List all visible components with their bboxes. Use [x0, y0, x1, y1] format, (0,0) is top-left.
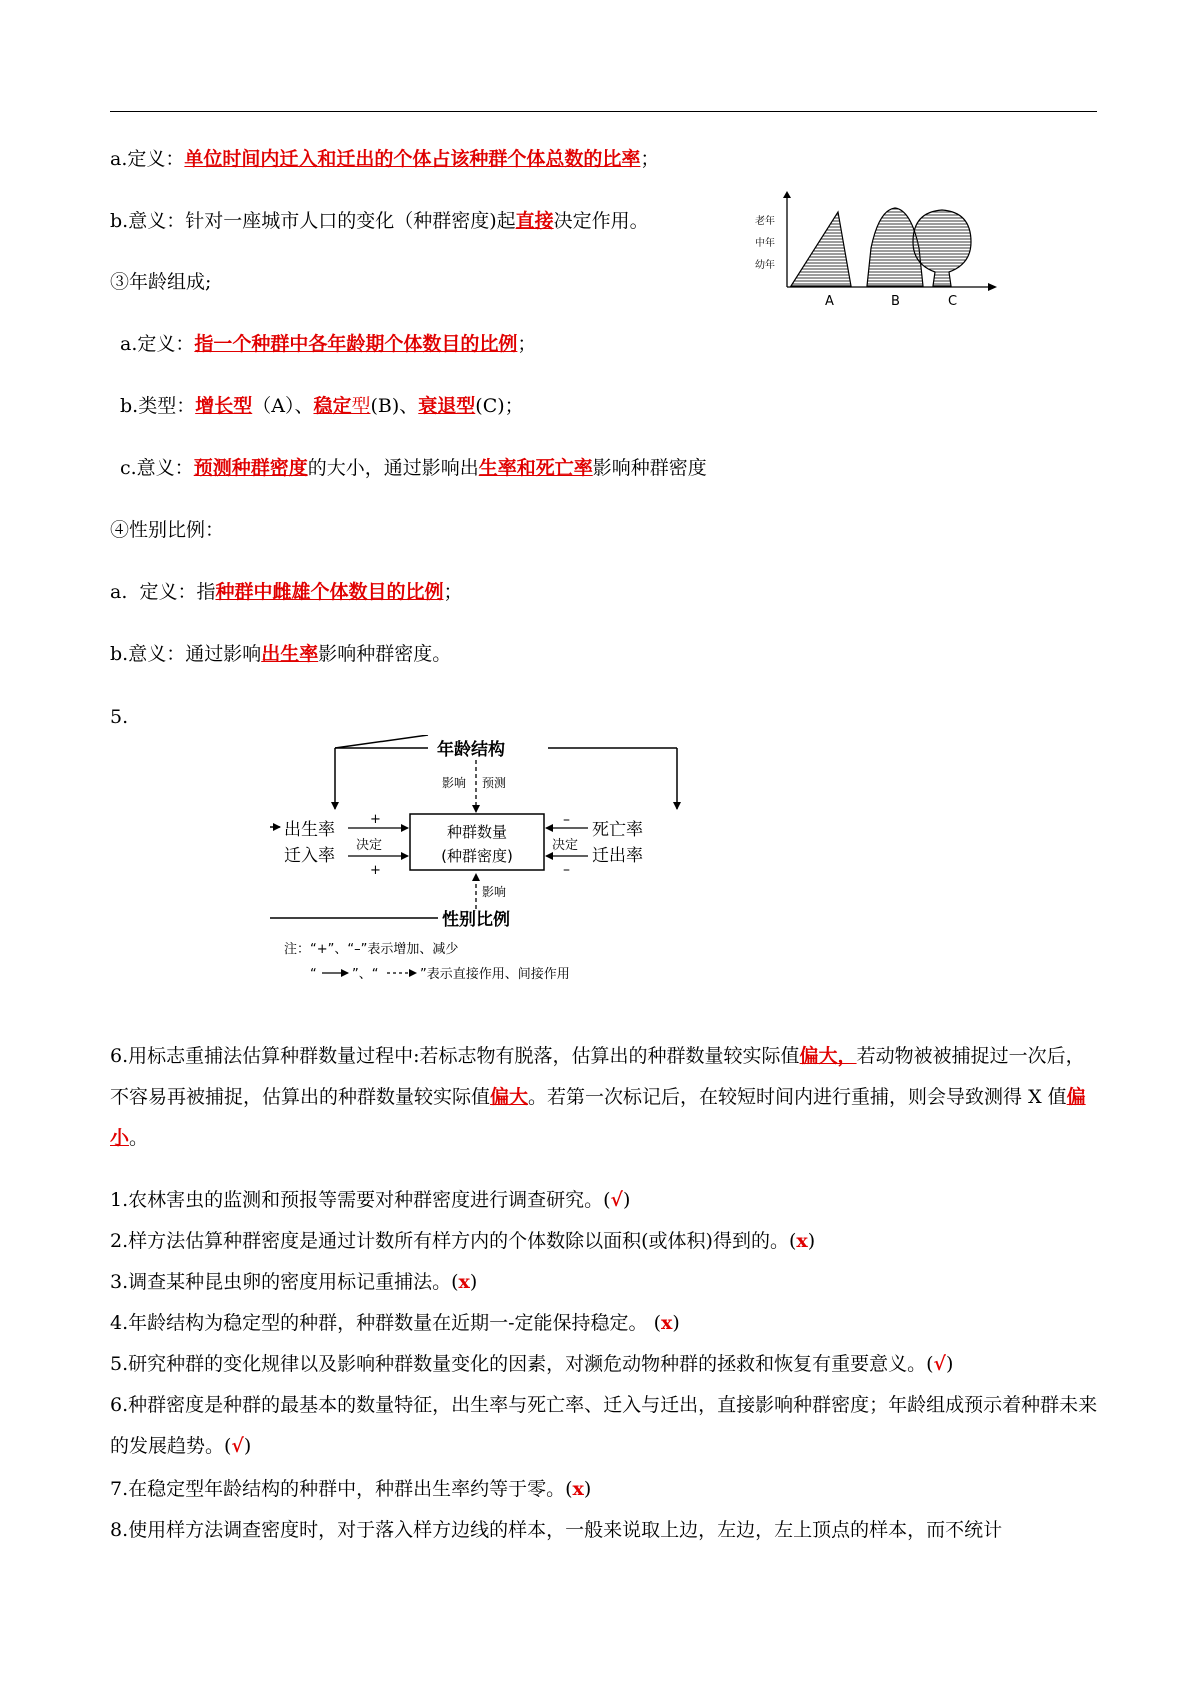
judgment-mark: x	[458, 1271, 470, 1293]
answer-key: 偏小	[110, 1086, 1086, 1149]
connector	[335, 735, 428, 748]
judgment-text: 3.调查某种昆虫卵的密度用标记重捕法。(	[110, 1271, 459, 1293]
influence-bottom-label: 影响	[482, 885, 507, 899]
sex-ratio-label: 性别比例	[442, 910, 510, 930]
note-quote-close: ”表示直接作用、间接作用	[420, 967, 570, 982]
judgment-end: )	[243, 1435, 252, 1457]
text: 6.用标志重捕法估算种群数量过程中:若标志物有脱落，估算出的种群数量较实际值	[110, 1045, 800, 1067]
age-types	[120, 392, 524, 420]
answer-key: 预测种群密度	[193, 457, 308, 479]
label: b.类型：	[120, 395, 196, 417]
text: 影响种群密度	[592, 457, 707, 479]
x-label-a: A	[825, 294, 834, 309]
text: 。若第一次标记后，在较短时间内进行重捕，则会导致测得 X 值	[528, 1086, 1067, 1108]
immigration-rate-label: 迁入率	[284, 846, 335, 866]
judgment-mark: √	[610, 1189, 624, 1211]
y-label-young: 幼年	[755, 260, 775, 271]
punct: ；	[517, 333, 537, 355]
judgment-mark: x	[796, 1230, 808, 1252]
decide-left: 决定	[356, 838, 383, 853]
sex-ratio-significance	[110, 640, 451, 668]
text: 影响种群密度。	[318, 643, 452, 665]
text: （A）、	[252, 395, 314, 417]
influence-label: 影响	[442, 776, 467, 790]
judgment-item	[110, 1475, 591, 1503]
center-line2: (种群密度)	[441, 847, 513, 865]
sex-ratio-definition	[110, 578, 462, 606]
judgment-item	[110, 1227, 815, 1255]
answer-key: 偏大，	[799, 1045, 857, 1067]
judgment-item	[110, 1350, 953, 1378]
answer-key: 偏大	[490, 1086, 529, 1108]
judgment-text: 5.研究种群的变化规律以及影响种群数量变化的因素，对濒危动物种群的拯救和恢复有重要意义。(	[110, 1353, 934, 1375]
text: 若动物被被捕捉过一次后，不容易再被捕捉，估算出的种群数量较实际值	[110, 1045, 1085, 1108]
answer-key: 种群中雌雄个体数目的比例	[215, 581, 444, 603]
y-label-middle: 中年	[755, 238, 775, 249]
age-pyramid-figure	[755, 190, 1005, 310]
judgment-item	[110, 1186, 630, 1214]
judgment-end: )	[469, 1271, 478, 1293]
x-label-c: C	[948, 294, 958, 309]
judgment-item	[110, 1385, 1100, 1467]
judgment-end: )	[807, 1230, 816, 1252]
x-axis-arrow-icon	[988, 283, 997, 291]
plus-bottom: +	[370, 863, 381, 878]
judgment-text: 1.农林害虫的监测和预报等需要对种群密度进行调查研究。(	[110, 1189, 611, 1211]
note-line1: 注：“+”、“–”表示增加、减少	[284, 942, 459, 957]
judgment-text: 4.年龄结构为稳定型的种群，种群数量在近期一-定能保持稳定。 (	[110, 1312, 662, 1334]
label: a. 定义：指	[110, 581, 216, 603]
label: b.意义：针对一座城市人口的变化（种群密度)起	[110, 210, 516, 232]
judgment-text: 7.在稳定型年龄结构的种群中，种群出生率约等于零。(	[110, 1478, 573, 1500]
death-rate-label: 死亡率	[592, 820, 643, 840]
migration-significance	[110, 207, 649, 235]
answer-key-suffix: 型	[351, 395, 371, 417]
label: c.意义：	[120, 457, 194, 479]
center-line1: 种群数量	[446, 823, 508, 841]
note-quote-mid: ”、“	[352, 967, 379, 982]
judgment-mark: x	[661, 1312, 673, 1334]
judgment-end: )	[623, 1189, 631, 1211]
age-structure-label: 年龄结构	[437, 740, 505, 760]
answer-key: 衰退型	[418, 395, 476, 417]
text: 。	[129, 1127, 149, 1149]
answer-key: 增长型	[195, 395, 253, 417]
answer-key: 稳定	[313, 395, 352, 417]
x-label-b: B	[891, 294, 900, 309]
sex-ratio-title: ④性别比例：	[110, 519, 225, 541]
judgment-end: )	[583, 1478, 592, 1500]
answer-key: 生率和死亡率	[478, 457, 593, 479]
judgment-mark: √	[231, 1435, 244, 1457]
population-factors-diagram	[270, 735, 720, 993]
age-significance	[120, 454, 707, 482]
judgment-item	[110, 1516, 1002, 1544]
minus-top: –	[563, 812, 570, 828]
text: 的大小，通过影响出	[307, 457, 479, 479]
punct: ；	[640, 148, 660, 170]
judgment-end: )	[672, 1312, 680, 1334]
question-6	[110, 1036, 1100, 1159]
decide-right: 决定	[552, 838, 579, 853]
minus-bottom: –	[563, 862, 570, 878]
label: a.定义：	[120, 333, 195, 355]
judgment-end: )	[946, 1353, 954, 1375]
judgment-mark: √	[933, 1353, 947, 1375]
judgment-mark: x	[572, 1478, 584, 1500]
judgment-text: 8.使用样方法调查密度时，对于落入样方边线的样本，一般来说取上边，左边，左上顶点的样本，而不统计	[110, 1519, 1003, 1541]
punct: ；	[443, 581, 463, 603]
text: 决定作用。	[553, 210, 649, 232]
age-composition-title: ③年龄组成;	[110, 271, 212, 293]
migration-definition	[110, 145, 659, 173]
judgment-item	[110, 1309, 680, 1337]
note-quote-open: “	[310, 967, 317, 982]
text: (C)；	[475, 395, 524, 417]
answer-key: 指一个种群中各年龄期个体数目的比例	[194, 333, 518, 355]
plus-top: +	[370, 812, 381, 827]
label: a.定义：	[110, 148, 185, 170]
answer-key: 直接	[515, 210, 554, 232]
predict-label: 预测	[482, 776, 507, 790]
header-rule	[110, 111, 1097, 112]
age-definition	[120, 330, 536, 358]
emigration-rate-label: 迁出率	[592, 846, 643, 866]
birth-rate-label: 出生率	[284, 820, 335, 840]
judgment-text: 2.样方法估算种群密度是通过计数所有样方内的个体数除以面积(或体积)得到的。(	[110, 1230, 797, 1252]
text: (B)、	[370, 395, 419, 417]
label: b.意义：通过影响	[110, 643, 262, 665]
y-label-old: 老年	[755, 216, 775, 227]
answer-key: 单位时间内迁入和迁出的个体占该种群个体总数的比率	[184, 148, 641, 170]
pyramid-a	[791, 212, 851, 286]
y-axis-arrow-icon	[783, 191, 791, 198]
answer-key: 出生率	[261, 643, 319, 665]
judgment-text: 6.种群密度是种群的最基本的数量特征，出生率与死亡率、迁入与迁出，直接影响种群密度；年龄组成预示着种群未来的发展趋势。(	[110, 1394, 1098, 1457]
judgment-item	[110, 1268, 477, 1296]
item-5-number: 5.	[110, 706, 129, 728]
